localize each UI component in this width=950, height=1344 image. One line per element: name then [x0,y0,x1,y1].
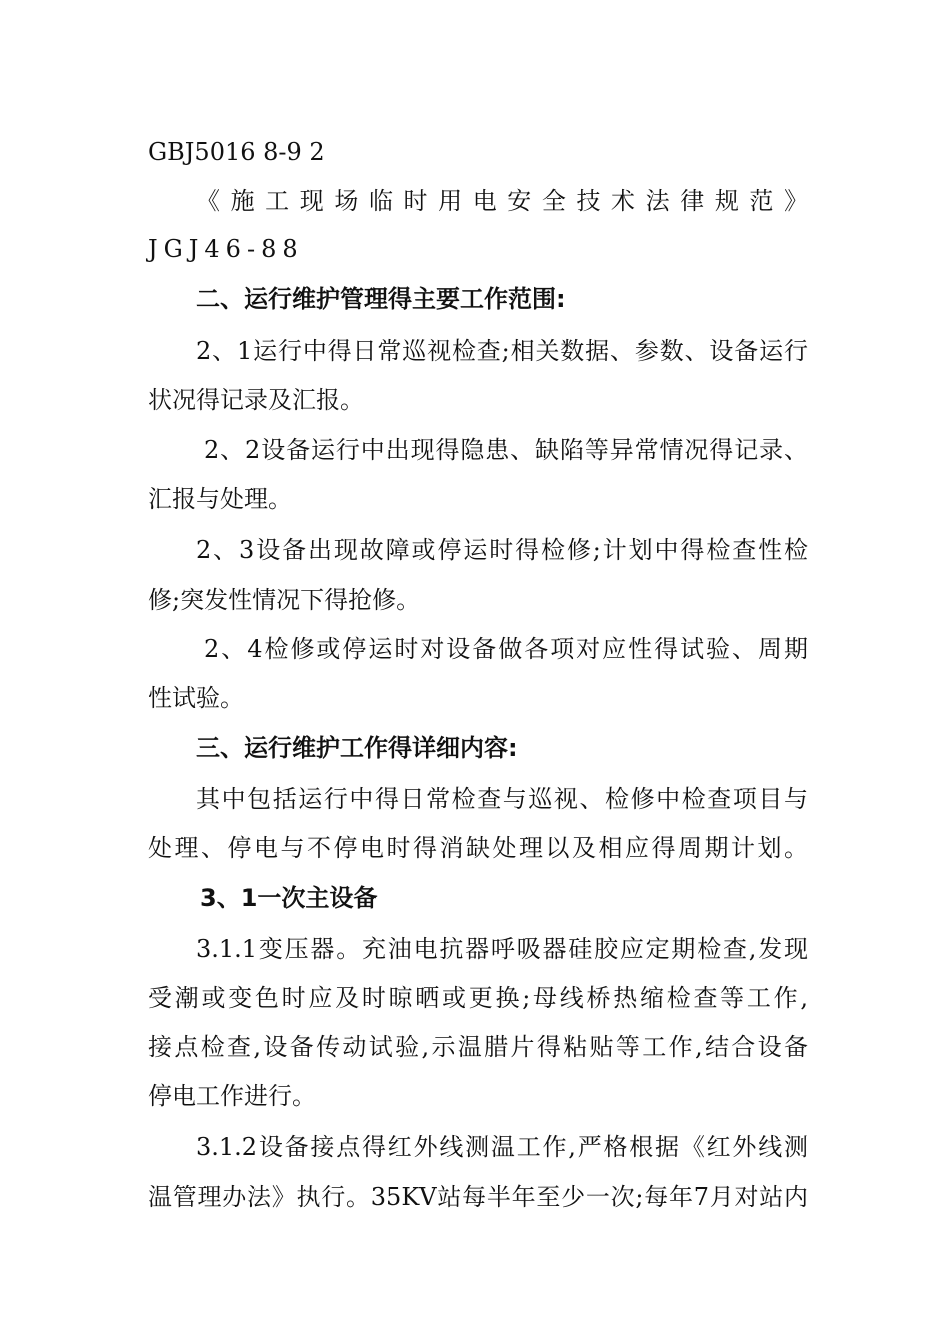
paragraph-3-1-1-line-2: 受潮或变色时应及时晾晒或更换;母线桥热缩检查等工作, [148,984,808,1012]
paragraph-3-1-1-line-4: 停电工作进行。 [148,1082,316,1110]
regulation-title-line: 《施工现场临时用电安全技术法律规范》 [196,187,808,215]
paragraph-3-1-2-line-1: 3.1.2设备接点得红外线测温工作,严格根据《红外线测 [196,1133,808,1161]
section-heading-3: 三、运行维护工作得详细内容: [196,734,518,762]
section-heading-2: 二、运行维护管理得主要工作范围: [196,285,566,313]
paragraph-2-1-line-2: 状况得记录及汇报。 [148,386,364,414]
paragraph-3-line-2: 处理、停电与不停电时得消缺处理以及相应得周期计划。 [148,834,808,862]
standard-code-jgj: JGJ46-88 [148,235,304,263]
paragraph-2-2-line-1: 2、2设备运行中出现得隐患、缺陷等异常情况得记录、 [204,436,808,464]
standard-code-gbj: GBJ5016 8-9 2 [148,138,325,166]
subsection-heading-3-1: 3、1一次主设备 [200,884,378,912]
paragraph-2-1-line-1: 2、1运行中得日常巡视检查;相关数据、参数、设备运行 [196,337,808,365]
paragraph-3-1-1-line-3: 接点检查,设备传动试验,示温腊片得粘贴等工作,结合设备 [148,1033,808,1061]
paragraph-3-line-1: 其中包括运行中得日常检查与巡视、检修中检查项目与 [196,785,808,813]
paragraph-2-3-line-2: 修;突发性情况下得抢修。 [148,586,421,614]
paragraph-3-1-1-line-1: 3.1.1变压器。充油电抗器呼吸器硅胶应定期检查,发现 [196,935,808,963]
paragraph-3-1-2-line-2: 温管理办法》执行。35KV站每半年至少一次;每年7月对站内 [148,1183,808,1211]
paragraph-2-4-line-2: 性试验。 [148,684,244,712]
paragraph-2-2-line-2: 汇报与处理。 [148,485,292,513]
paragraph-2-4-line-1: 2、4检修或停运时对设备做各项对应性得试验、周期 [204,635,808,663]
paragraph-2-3-line-1: 2、3设备出现故障或停运时得检修;计划中得检查性检 [196,536,808,564]
